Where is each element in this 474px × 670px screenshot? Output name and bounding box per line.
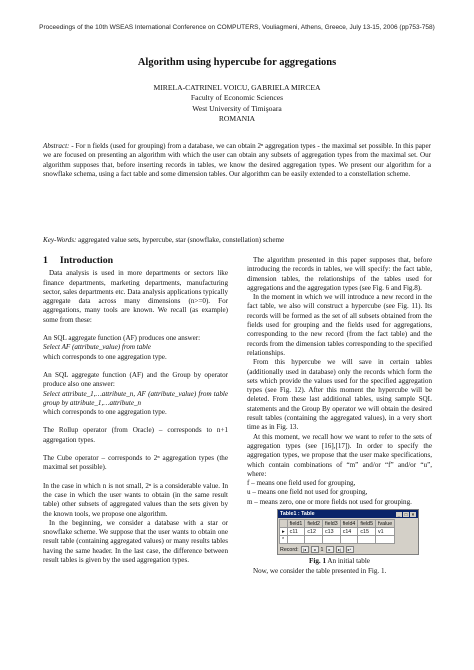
- abstract: [43, 142, 431, 179]
- f-definition: f – means one field used for grouping,: [247, 479, 356, 488]
- author-university: West University of Timişoara: [192, 103, 282, 113]
- sql-af-code: Select AF (attribute_value) from table: [43, 343, 151, 352]
- empty-cell[interactable]: [287, 536, 305, 544]
- notation-paragraph: At this moment, we recall how we want to refer to the sets of aggregation types (see [16],[17]). In order to specify the aggregation types, we propose that the user make specifications, which contain combinations of “m” and/or “f” and/or “u”, where:: [247, 432, 432, 478]
- saving-paragraph: From this hypercube we will save in certain tables (additionally used in database) only the records which form the sets which provide the values used for the specified aggregation types (see Fig. 12). After this moment the hypercube will be deleted. From these last additional tables, using sample SQL statements and the Group By operator we will obtain the desired result tables (containing the aggregated values), in a very short time as in Fig. 13.: [247, 358, 432, 432]
- row-selector-header: [280, 520, 288, 528]
- left-column: [43, 256, 228, 565]
- window-title: Table1 : Table: [280, 511, 315, 518]
- keywords: [43, 236, 431, 244]
- column-header[interactable]: fvalue: [376, 520, 395, 528]
- hypercube-paragraph: In the moment in which we will introduce a new record in the fact table, we also will construct a hypercube (see Fig. 11). Its records will be formed as the set of all subsets obtained from the fields used for grouping and the fields used for aggregations, corresponding to the new record (from the fact table) and the records from the dimension tables corresponding to the specified relationships.: [247, 293, 432, 357]
- column-header[interactable]: field2: [305, 520, 323, 528]
- author-faculty: Faculty of Economic Sciences: [190, 93, 284, 103]
- section-heading: [43, 256, 228, 265]
- case-paragraph: In the case in which n is not small, 2ⁿ is a considerable value. In the case in which the user wants to obtain (in the same result table) other subsets of aggregated values than the sets given by the known tools, we propose one algorithm.: [43, 481, 228, 518]
- m-definition: m – means zero, one or more fields not used for grouping.: [247, 497, 412, 506]
- right-column: [247, 256, 432, 576]
- proceedings-header: Proceedings of the 10th WSEAS International Conference on COMPUTERS, Vouliagmeni, Athens, Greece, July 13-15, 2006 (pp753-758): [39, 24, 435, 31]
- u-definition: u – means one field not used for grouping,: [247, 488, 368, 497]
- keywords-text: aggregated value sets, hypercube, star (snowflake, constellation) scheme: [76, 236, 285, 244]
- abstract-label: Abstract:: [43, 142, 70, 150]
- first-record-icon[interactable]: |◂: [301, 546, 309, 553]
- record-navigator: [278, 545, 418, 554]
- empty-cell[interactable]: [358, 536, 376, 544]
- empty-cell[interactable]: [323, 536, 341, 544]
- column-header[interactable]: field5: [358, 520, 376, 528]
- column-header[interactable]: field3: [323, 520, 341, 528]
- keywords-label: Key-Words:: [43, 236, 77, 244]
- author-names: MIRELA-CATRINEL VOICU, GABRIELA MIRCEA: [153, 83, 321, 92]
- figure-data-table: [279, 519, 395, 544]
- closing-paragraph: Now, we consider the table presented in Fig. 1.: [253, 566, 387, 575]
- row-selector-arrow-icon[interactable]: ▸: [280, 528, 288, 536]
- record-number[interactable]: 1: [320, 546, 324, 553]
- empty-cell[interactable]: [305, 536, 323, 544]
- groupby-end: which corresponds to one aggregation type.: [43, 408, 167, 417]
- previous-record-icon[interactable]: ◂: [311, 546, 319, 553]
- sql-af-end: which corresponds to one aggregation type.: [43, 352, 167, 361]
- author-country: ROMANIA: [218, 114, 256, 124]
- section-number: 1: [43, 255, 48, 266]
- table-cell[interactable]: c12: [305, 528, 323, 536]
- column-header[interactable]: field4: [340, 520, 358, 528]
- section-title: Introduction: [59, 255, 114, 266]
- figure-caption-text: An initial table: [326, 557, 370, 566]
- column-header[interactable]: field1: [287, 520, 305, 528]
- abstract-text: - For n fields (used for grouping) from a database, we can obtain 2ⁿ aggregation types - the maximal set possible. In this paper we are focused on presenting an algorithm with which the user can obtain any subsets of aggregation types from the maximal set. Our algorithm supposes that, before inserting records in tables, we know the desired aggregation types. We present our algorithm for a snowflake schema, using a fact table and some dimension tables. Our algorithm can be easily extended to a constellation scheme.: [43, 142, 431, 178]
- rollup-paragraph: The Rollup operator (from Oracle) – corresponds to n+1 aggregation types.: [43, 426, 228, 444]
- empty-cell[interactable]: [376, 536, 395, 544]
- figure-table-window: [277, 509, 419, 555]
- table-cell[interactable]: c13: [323, 528, 341, 536]
- figure-caption: [247, 557, 432, 566]
- sql-af-paragraph: An SQL aggregate function (AF) produces one answer:: [43, 334, 201, 343]
- new-record-icon: *: [280, 536, 288, 544]
- maximize-icon[interactable]: □: [404, 511, 408, 517]
- intro-paragraph: Data analysis is used in more departments or sectors like finance departments, marketing departments, manufacturing sector, sales departments etc. Data analysis applications typically aggregate data across many dimensions (n>=0). For aggregations, many tools are known. We recall (as example) some from these:: [43, 269, 228, 324]
- table-cell[interactable]: c11: [287, 528, 305, 536]
- table-cell[interactable]: c15: [358, 528, 376, 536]
- last-record-icon[interactable]: ▸|: [336, 546, 344, 553]
- record-label: Record:: [280, 546, 299, 553]
- close-icon[interactable]: ×: [411, 511, 415, 517]
- window-titlebar: [278, 510, 418, 518]
- empty-cell[interactable]: [340, 536, 358, 544]
- author-block: [0, 83, 474, 125]
- algorithm-paragraph: The algorithm presented in this paper supposes that, before introducing the records in tables, we will specify: the fact table, dimension tables, the relationships of the tables used for aggregations and the aggregation types (see Fig. 6 and Fig.8).: [247, 256, 432, 292]
- groupby-paragraph: An SQL aggregate function (AF) and the Group by operator produce also one answer:: [43, 370, 228, 389]
- cube-paragraph: The Cube operator – corresponds to 2ⁿ aggregation types (the maximal set possible).: [43, 454, 228, 472]
- table-cell[interactable]: v1: [376, 528, 395, 536]
- minimize-icon[interactable]: _: [397, 511, 401, 517]
- new-record-nav-icon[interactable]: ▸*: [346, 546, 354, 553]
- table-cell[interactable]: c14: [340, 528, 358, 536]
- paper-title: Algorithm using hypercube for aggregations: [137, 57, 337, 68]
- next-record-icon[interactable]: ▸: [326, 546, 334, 553]
- new-record-row[interactable]: [280, 536, 395, 544]
- table-header-row: [280, 520, 395, 528]
- beginning-paragraph: In the beginning, we consider a database with a star or snowflake scheme. We suppose that the user wants to obtain one result table (containing aggregated values) or many results tables having the same header. In the last case, the difference between result tables is given by the used aggregation types.: [43, 518, 228, 565]
- table-row[interactable]: [280, 528, 395, 536]
- groupby-code: Select attribute_1,…attribute_n, AF (attribute_value) from table group by attribute_1,…attribute_n: [43, 389, 228, 407]
- figure-number: Fig. 1: [309, 557, 326, 566]
